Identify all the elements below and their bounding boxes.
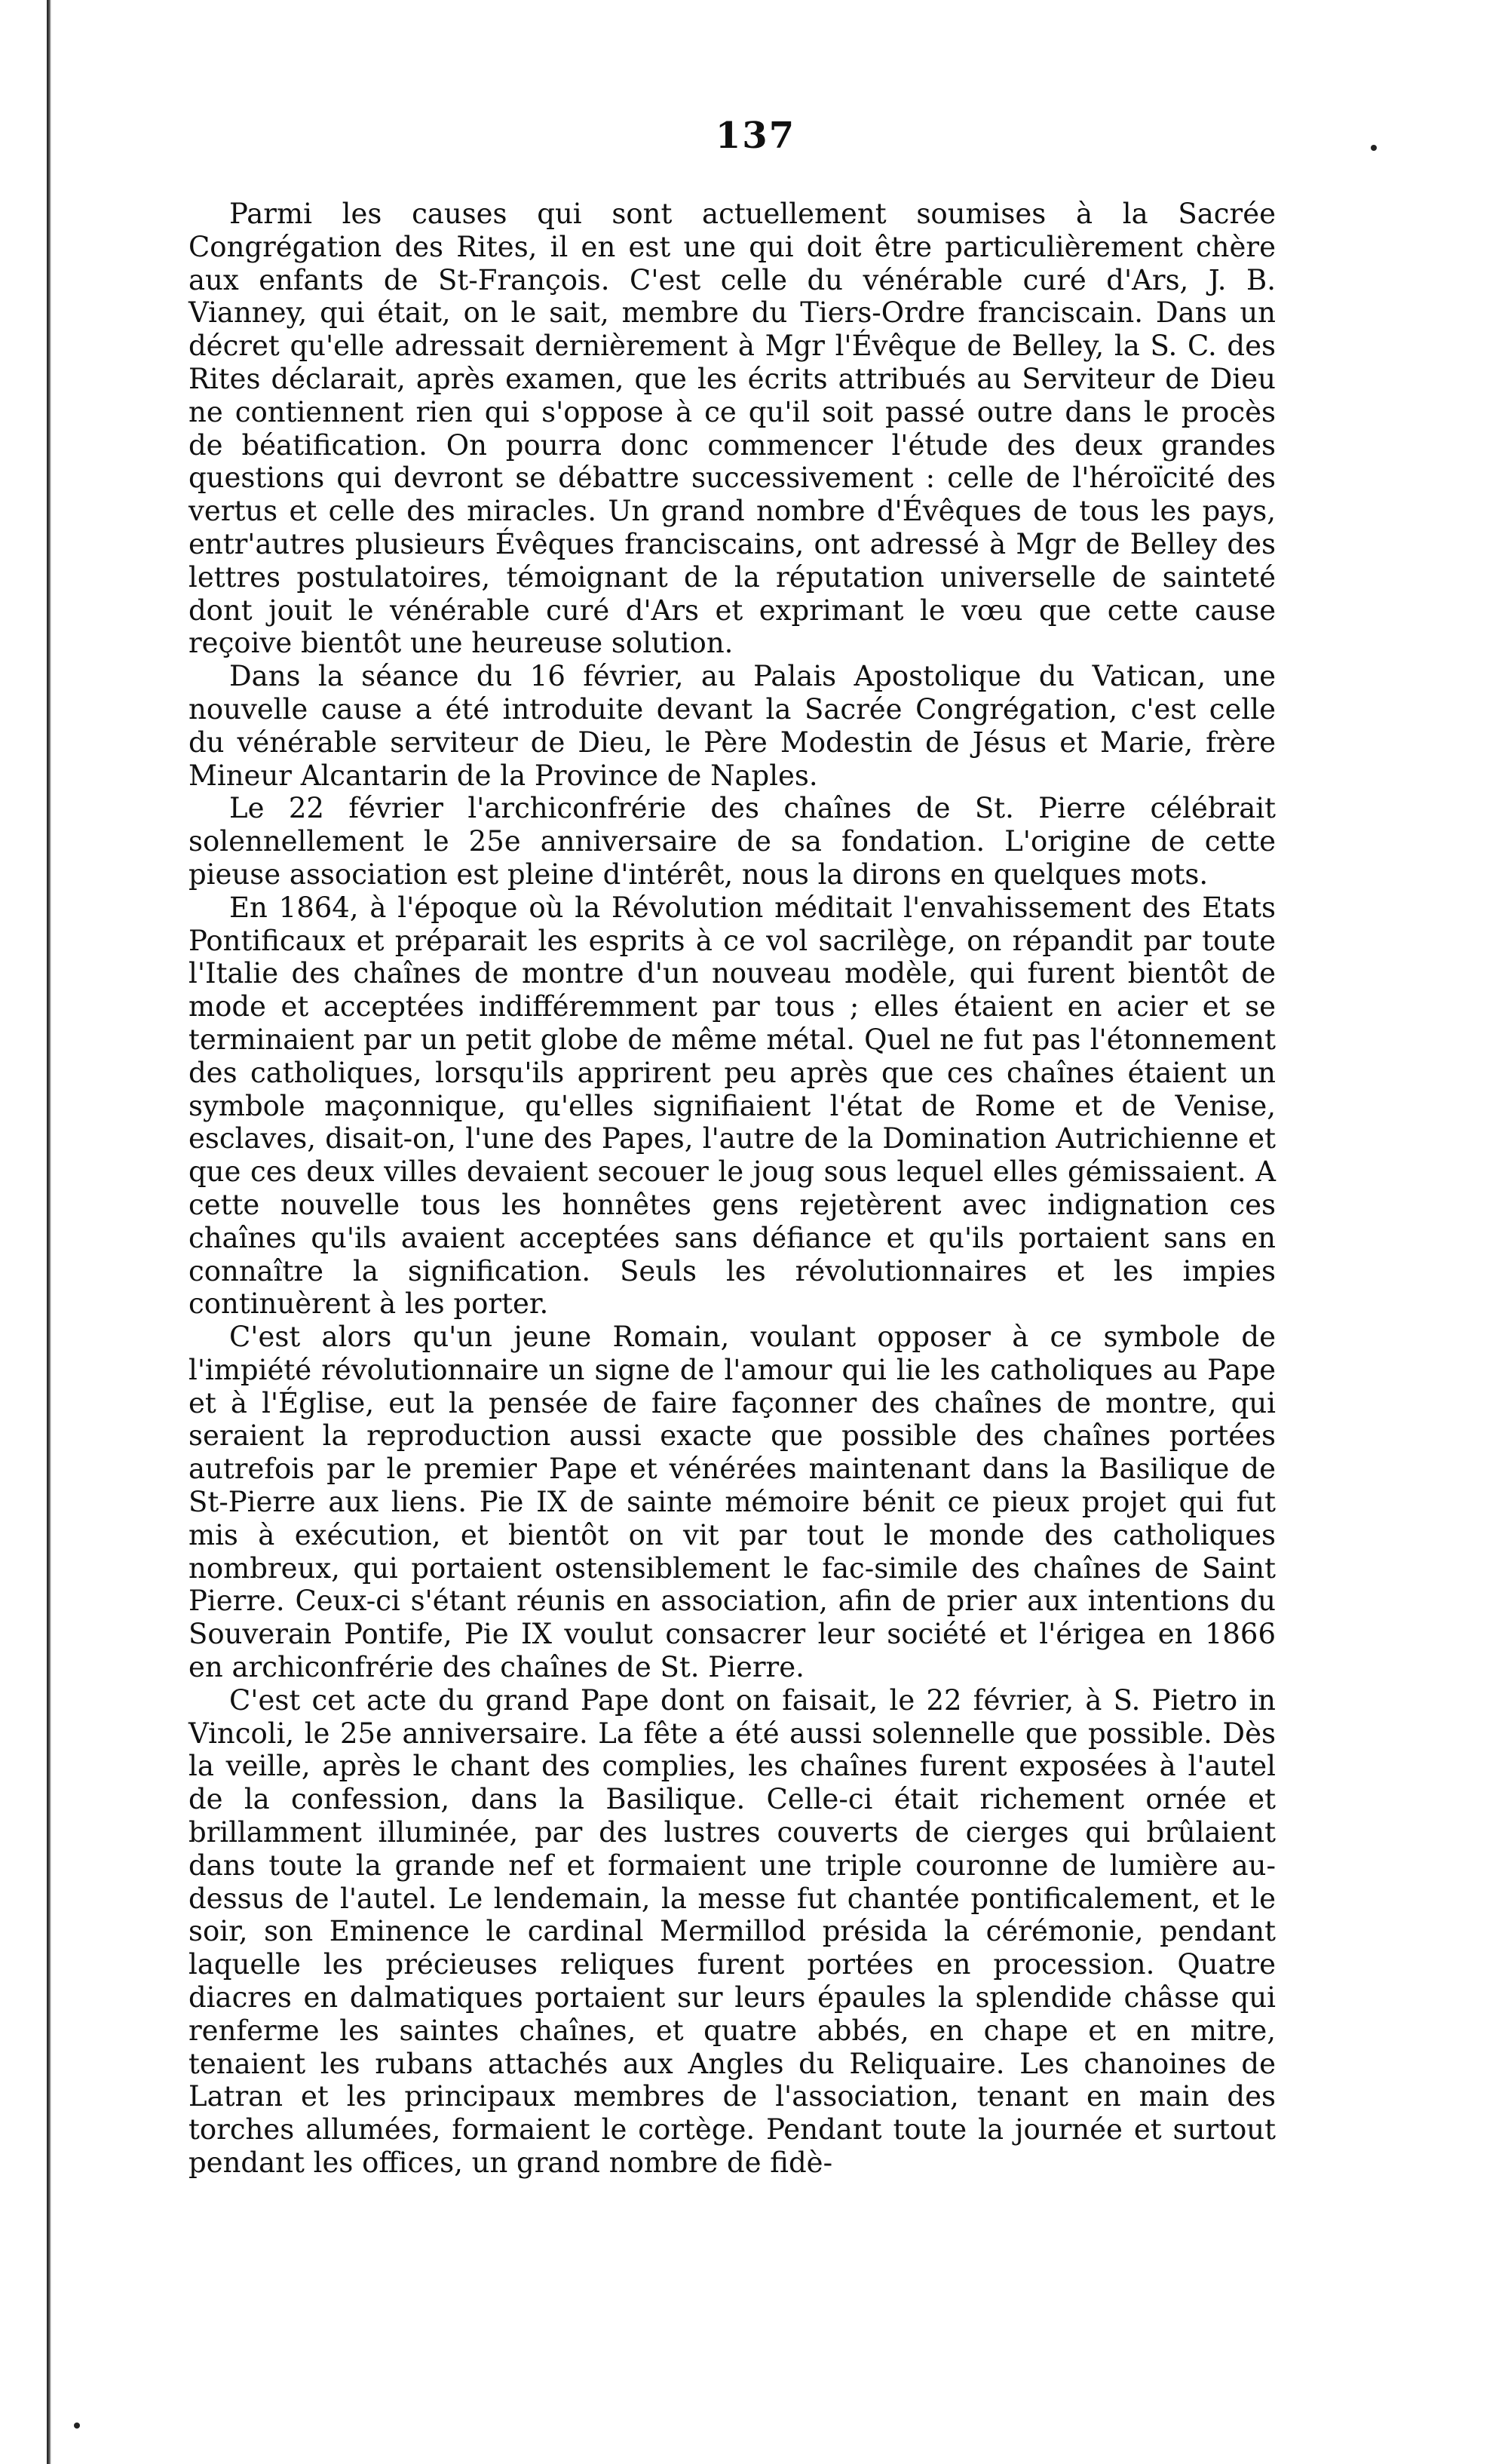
paragraph-1864-chaines: En 1864, à l'époque où la Révolution méditait l'envahissement des Etats Pontificaux et préparait les esprits à ce vol sacrilège, on répandit par toute l'Italie des chaînes de montre d'un nouveau modèle, qui furent bientôt de mode et acceptées indifféremment par tous ; elles étaient en acier et se terminaient par un petit globe de même métal. Quel ne fut pas l'étonnement des catholiques, lorsqu'ils apprirent peu après que ces chaînes étaient un symbole maçonnique, qu'elles signifiaient l'état de Rome et de Venise, esclaves, disait-on, l'une des Papes, l'autre de la Domination Autrichienne et que ces deux villes devaient secouer le joug sous lequel elles gémissaient. A cette nouvelle tous les honnêtes gens rejetèrent avec indignation ces chaînes qu'ils avaient acceptées sans défiance et qu'ils portaient sans en connaître la signification. Seuls les révolutionnaires et les impies continuèrent à les porter.: [188, 891, 1276, 1321]
paragraph-fete-anniversaire: C'est cet acte du grand Pape dont on faisait, le 22 février, à S. Pietro in Vincoli, le 25e anniversaire. La fête a été aussi solennelle que possible. Dès la veille, après le chant des complies, les chaînes furent exposées à l'autel de la confession, dans la Basilique. Celle-ci était richement ornée et brillamment illuminée, par des lustres couverts de cierges qui brûlaient dans toute la grande nef et formaient une triple couronne de lumière au-dessus de l'autel. Le lendemain, la messe fut chantée pontificalement, et le soir, son Eminence le cardinal Mermillod présida la cérémonie, pendant laquelle les précieuses reliques furent portées en procession. Quatre diacres en dalmatiques portaient sur leurs épaules la splendide châsse qui renferme les saintes chaînes, et quatre abbés, en chape et en mitre, tenaient les rubans attachés aux Angles du Reliquaire. Les chanoines de Latran et les principaux membres de l'association, tenant en main des torches allumées, formaient le cortège. Pendant toute la journée et surtout pendant les offices, un grand nombre de fidè-: [188, 1683, 1276, 2180]
paragraph-seance-fevrier: Dans la séance du 16 février, au Palais Apostolique du Vatican, une nouvelle cause a été introduite devant la Sacrée Congrégation, c'est celle du vénérable serviteur de Dieu, le Père Modestin de Jésus et Marie, frère Mineur Alcantarin de la Province de Naples.: [188, 660, 1276, 792]
paragraph-causes-rites: Parmi les causes qui sont actuellement soumises à la Sacrée Congrégation des Rites, il en est une qui doit être particulièrement chère aux enfants de St-François. C'est celle du vénérable curé d'Ars, J. B. Vianney, qui était, on le sait, membre du Tiers-Ordre franciscain. Dans un décret qu'elle adressait dernièrement à Mgr l'Évêque de Belley, la S. C. des Rites déclarait, après examen, que les écrits attribués au Serviteur de Dieu ne contiennent rien qui s'oppose à ce qu'il soit passé outre dans le procès de béatification. On pourra donc commencer l'étude des deux grandes questions qui devront se débattre successivement : celle de l'héroïcité des vertus et celle des miracles. Un grand nombre d'Évêques de tous les pays, entr'autres plusieurs Évêques franciscains, ont adressé à Mgr de Belley des lettres postulatoires, témoignant de la réputation universelle de sainteté dont jouit le vénérable curé d'Ars et exprimant le vœu que cette cause reçoive bientôt une heureuse solution.: [188, 198, 1276, 660]
page-body: [188, 198, 1276, 2180]
paragraph-archiconfrerie: Le 22 février l'archiconfrérie des chaînes de St. Pierre célébrait solennellement le 25e anniversaire de sa fondation. L'origine de cette pieuse association est pleine d'intérêt, nous la dirons en quelques mots.: [188, 792, 1276, 891]
paragraph-jeune-romain: C'est alors qu'un jeune Romain, voulant opposer à ce symbole de l'impiété révolutionnaire un signe de l'amour qui lie les catholiques au Pape et à l'Église, eut la pensée de faire façonner des chaînes de montre, qui seraient la reproduction aussi exacte que possible des chaînes portées autrefois par le premier Pape et vénérées maintenant dans la Basilique de St-Pierre aux liens. Pie IX de sainte mémoire bénit ce pieux projet qui fut mis à exécution, et bientôt on vit par tout le monde des catholiques nombreux, qui portaient ostensiblement le fac-simile des chaînes de Saint Pierre. Ceux-ci s'étant réunis en association, afin de prier aux intentions du Souverain Pontife, Pie IX voulut consacrer leur société et l'érigea en 1866 en archiconfrérie des chaînes de St. Pierre.: [188, 1321, 1276, 1684]
scan-binding-edge: [47, 0, 51, 2464]
scan-speck: [74, 2423, 80, 2429]
page-number: 137: [715, 115, 796, 157]
